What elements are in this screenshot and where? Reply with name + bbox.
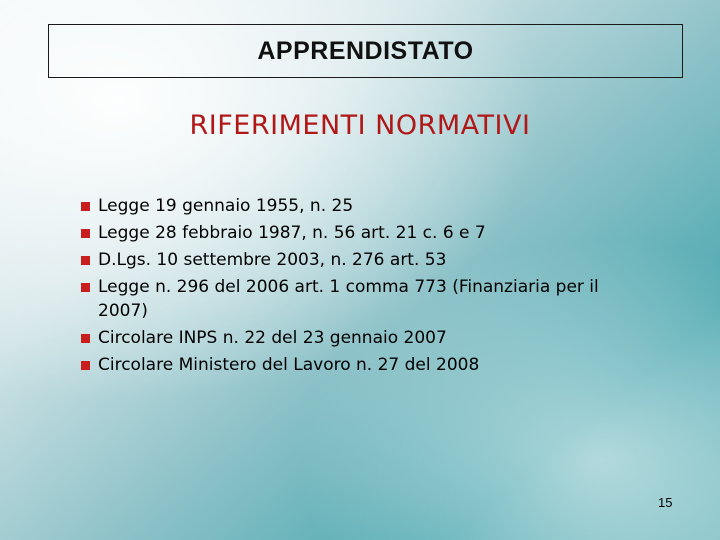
list-item — [78, 326, 638, 350]
list-item — [78, 221, 638, 245]
list-item-text: D.Lgs. 10 settembre 2003, n. 276 art. 53 — [98, 250, 447, 270]
list-item-text: Circolare Ministero del Lavoro n. 27 del 2008 — [98, 355, 480, 375]
list-item-text: Circolare INPS n. 22 del 23 gennaio 2007 — [98, 328, 447, 348]
list-item — [78, 353, 638, 377]
list-item-text: Legge n. 296 del 2006 art. 1 comma 773 (Finanziaria per il 2007) — [98, 277, 599, 321]
slide-title: APPRENDISTATO — [257, 36, 474, 65]
bullet-list — [78, 194, 638, 380]
square-bullet-icon — [81, 202, 90, 211]
square-bullet-icon — [81, 283, 90, 292]
square-bullet-icon — [81, 334, 90, 343]
title-box — [48, 24, 683, 78]
list-item-text: Legge 19 gennaio 1955, n. 25 — [98, 196, 354, 216]
square-bullet-icon — [81, 361, 90, 370]
slide-subtitle: RIFERIMENTI NORMATIVI — [189, 110, 531, 141]
square-bullet-icon — [81, 256, 90, 265]
list-item — [78, 248, 638, 272]
list-item-text: Legge 28 febbraio 1987, n. 56 art. 21 c. 6 e 7 — [98, 223, 486, 243]
list-item — [78, 275, 638, 323]
list-item — [78, 194, 638, 218]
page-number: 15 — [658, 495, 673, 510]
square-bullet-icon — [81, 229, 90, 238]
